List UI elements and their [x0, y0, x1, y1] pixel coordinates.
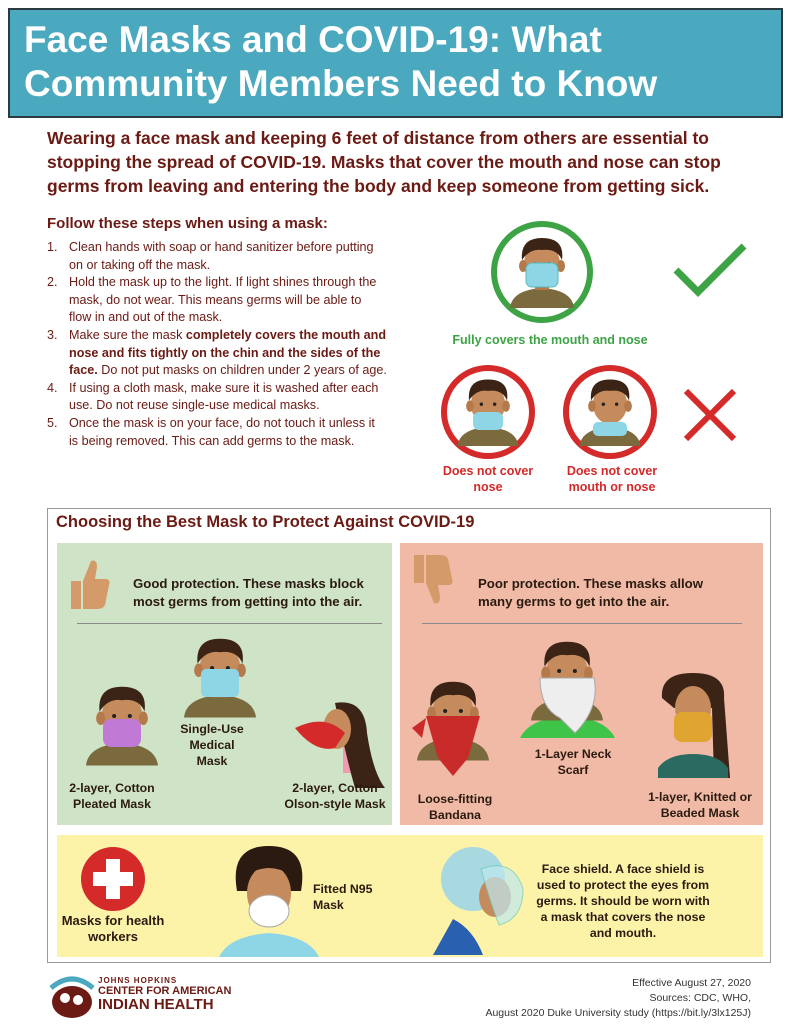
title-line-1: Face Masks and COVID-19: What [24, 19, 602, 60]
step-number: 2. [47, 275, 58, 290]
label-medical-mask: Single-Use Medical Mask [180, 722, 244, 768]
medical-cross-icon [81, 847, 145, 911]
label-health-workers: Masks for health workers [61, 913, 165, 944]
footer-sources [485, 976, 751, 1021]
good-protection-panel [57, 543, 392, 825]
step-number: 3. [47, 327, 58, 342]
good-protection-text: Good protection. These masks block most germs from getting into the air. [133, 576, 364, 609]
logo-text [98, 976, 231, 1012]
logo-icon [47, 974, 97, 1018]
nose-uncovered-illustration [438, 362, 538, 462]
poor-protection-text: Poor protection. These masks allow many germs to get into the air. [478, 576, 703, 609]
knitted-mask-illustration [648, 668, 738, 778]
label-knitted-mask: 1-layer, Knitted or Beaded Mask [648, 790, 752, 820]
step-item [47, 327, 387, 380]
pleated-mask-illustration [77, 673, 167, 768]
medical-mask-illustration [175, 625, 265, 720]
title-line-2: Community Members Need to Know [24, 63, 658, 104]
caption-no-mouth-nose: Does not cover mouth or nose [566, 464, 658, 494]
title-banner [8, 8, 783, 118]
caption-fully-covers: Fully covers the mouth and nose [452, 333, 648, 347]
study-citation: August 2020 Duke University study (https://bit.ly/3lx125J) [485, 1007, 751, 1019]
step-item [47, 415, 387, 450]
label-olson-mask: 2-layer, Cotton Olson-style Mask [284, 781, 386, 811]
divider [77, 623, 382, 624]
steps-list [47, 239, 387, 450]
intro-text: Wearing a face mask and keeping 6 feet of distance from others are essential to stopping the spread of COVID-19. Masks that cover the mouth and nose can stop germs from leaving and entering the body and keep someone from getting sick. [47, 128, 721, 196]
olson-mask-illustration [295, 693, 385, 788]
thumbs-up-icon [67, 557, 111, 611]
face-shield-text: Face shield. A face shield is used to protect the eyes from germs. It should be worn with a mask that covers the nose and mouth. [536, 862, 710, 940]
step-text: Once the mask is on your face, do not touch it unless it is being removed. This can add germs to the mask. [69, 415, 375, 448]
bandana-illustration [408, 668, 498, 778]
logo-line-1: JOHNS HOPKINS [98, 976, 178, 985]
face-shield-illustration [433, 839, 543, 955]
steps-heading: Follow these steps when using a mask: [47, 215, 328, 232]
effective-date: Effective August 27, 2020 [632, 977, 751, 989]
mouth-nose-uncovered-illustration [560, 362, 660, 462]
section-title: Choosing the Best Mask to Protect Against COVID-19 [56, 513, 475, 531]
label-neck-scarf: 1-Layer Neck Scarf [534, 747, 612, 777]
step-text: Make sure the mask [69, 327, 186, 342]
step-item [47, 274, 387, 327]
step-item [47, 380, 387, 415]
thumbs-down-icon [410, 553, 454, 607]
step-number: 5. [47, 415, 58, 430]
health-workers-panel [57, 835, 763, 957]
label-pleated-mask: 2-layer, Cotton Pleated Mask [69, 781, 155, 811]
check-icon [670, 240, 750, 300]
step-text: If using a cloth mask, make sure it is washed after each use. Do not reuse single-use medical masks. [69, 380, 379, 413]
caption-no-nose: Does not cover nose [442, 464, 534, 494]
step-text: Do not put masks on children under 2 years of age. [97, 363, 387, 378]
logo-line-2: CENTER FOR AMERICAN [98, 985, 232, 997]
divider [422, 623, 742, 624]
step-number: 4. [47, 380, 58, 395]
step-text: Hold the mask up to the light. If light shines through the mask, do not wear. This means germs will be able to flow in and out of the mask. [69, 275, 377, 325]
label-bandana: Loose-fitting Bandana [417, 792, 493, 822]
n95-mask-illustration [219, 841, 319, 957]
logo-line-3: INDIAN HEALTH [98, 996, 214, 1013]
sources: Sources: CDC, WHO, [649, 992, 751, 1004]
poor-protection-panel [400, 543, 763, 825]
page-title [10, 10, 781, 106]
label-n95: Fitted N95 Mask [313, 882, 373, 912]
step-text-bold: completely covers the mouth and nose and fits tightly on the chin and the sides of the face. [69, 327, 387, 378]
neck-scarf-illustration [520, 628, 615, 738]
step-text: Clean hands with soap or hand sanitizer before putting on or taking off the mask. [69, 240, 374, 272]
correct-mask-illustration [488, 218, 596, 326]
step-item [47, 239, 387, 274]
x-icon [680, 385, 740, 445]
step-number: 1. [47, 240, 58, 254]
